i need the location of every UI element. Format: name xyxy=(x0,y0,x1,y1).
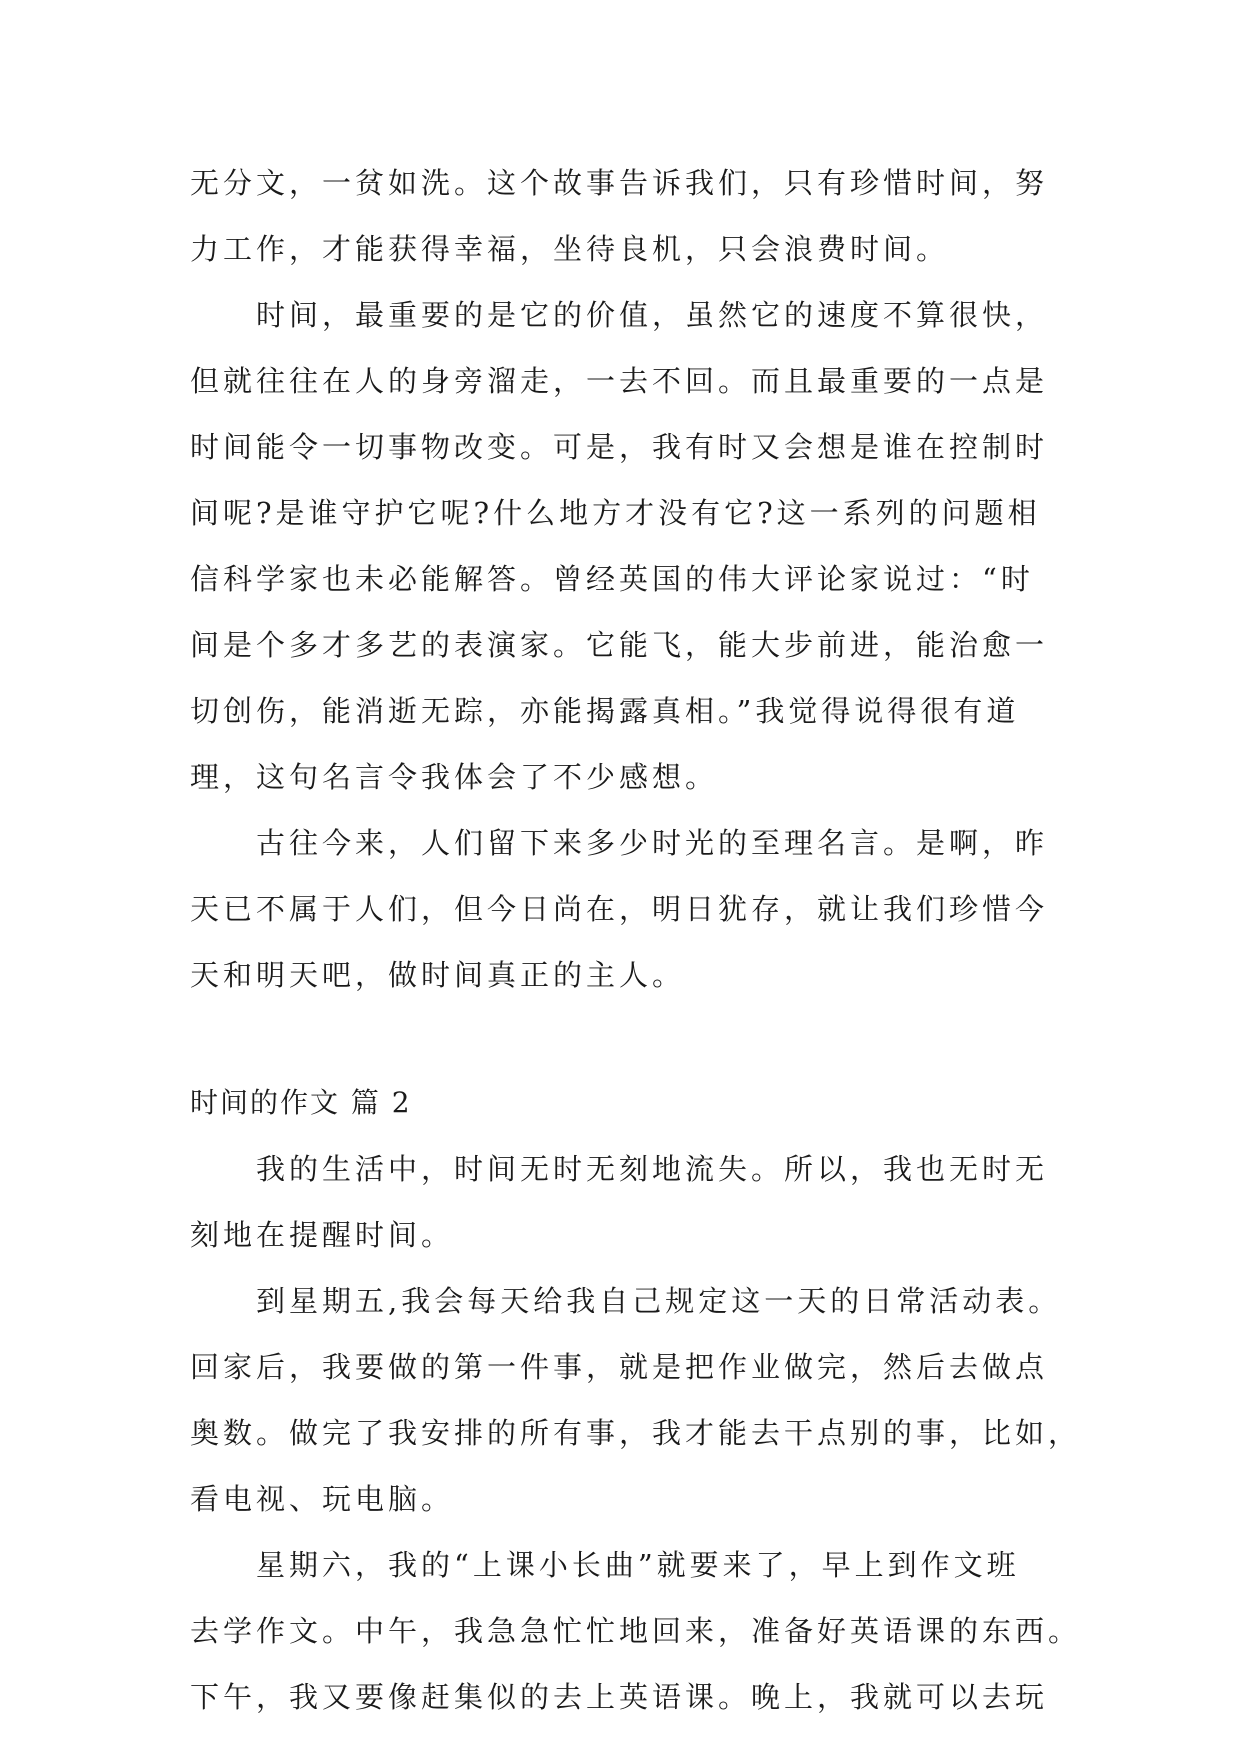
text-line: 去学作文。中午，我急急忙忙地回来，准备好英语课的东西。 xyxy=(190,1614,1082,1648)
section-gap xyxy=(190,1008,1070,1070)
paragraph xyxy=(190,1268,1082,1532)
text-line: 下午，我又要像赶集似的去上英语课。晚上，我就可以去玩 xyxy=(190,1680,1049,1714)
text-line: 无分文，一贫如洗。这个故事告诉我们，只有珍惜时间，努 xyxy=(190,166,1049,200)
text-line: 间呢?是谁守护它呢?什么地方才没有它?这一系列的问题相 xyxy=(190,496,1041,530)
paragraph xyxy=(190,1532,1082,1730)
text-line: 天和明天吧，做时间真正的主人。 xyxy=(190,958,686,992)
text-line: 时间能令一切事物改变。可是，我有时又会想是谁在控制时 xyxy=(190,430,1049,464)
text-line: 古往今来，人们留下来多少时光的至理名言。是啊，昨 xyxy=(256,826,1049,860)
text-line: 切创伤，能消逝无踪，亦能揭露真相。”我觉得说得很有道 xyxy=(190,694,1020,728)
paragraph xyxy=(190,282,1070,810)
text-line: 理，这句名言令我体会了不少感想。 xyxy=(190,760,719,794)
text-line: 我的生活中，时间无时无刻地流失。所以，我也无时无 xyxy=(256,1152,1049,1186)
text-line: 刻地在提醒时间。 xyxy=(190,1218,455,1252)
text-line: 星期六，我的“上课小长曲”就要来了，早上到作文班 xyxy=(256,1548,1020,1582)
text-line: 看电视、玩电脑。 xyxy=(190,1482,455,1516)
paragraph xyxy=(190,810,1070,1008)
text-line: 间是个多才多艺的表演家。它能飞，能大步前进，能治愈一 xyxy=(190,628,1049,662)
text-line: 奥数。做完了我安排的所有事，我才能去干点别的事，比如， xyxy=(190,1416,1082,1450)
paragraph xyxy=(190,1136,1070,1268)
text-line: 信科学家也未必能解答。曾经英国的伟大评论家说过：“时 xyxy=(190,562,1034,596)
text-line: 力工作，才能获得幸福，坐待良机，只会浪费时间。 xyxy=(190,232,950,266)
text-line: 回家后，我要做的第一件事，就是把作业做完，然后去做点 xyxy=(190,1350,1049,1384)
paragraph xyxy=(190,150,1070,282)
text-line: 天已不属于人们，但今日尚在，明日犹存，就让我们珍惜今 xyxy=(190,892,1049,926)
section-heading: 时间的作文 篇 2 xyxy=(190,1086,412,1119)
text-line: 到星期五,我会每天给我自己规定这一天的日常活动表。 xyxy=(256,1284,1062,1318)
text-line: 时间，最重要的是它的价值，虽然它的速度不算很快， xyxy=(256,298,1049,332)
text-line: 但就往往在人的身旁溜走，一去不回。而且最重要的一点是 xyxy=(190,364,1049,398)
document-page xyxy=(190,150,1082,1730)
